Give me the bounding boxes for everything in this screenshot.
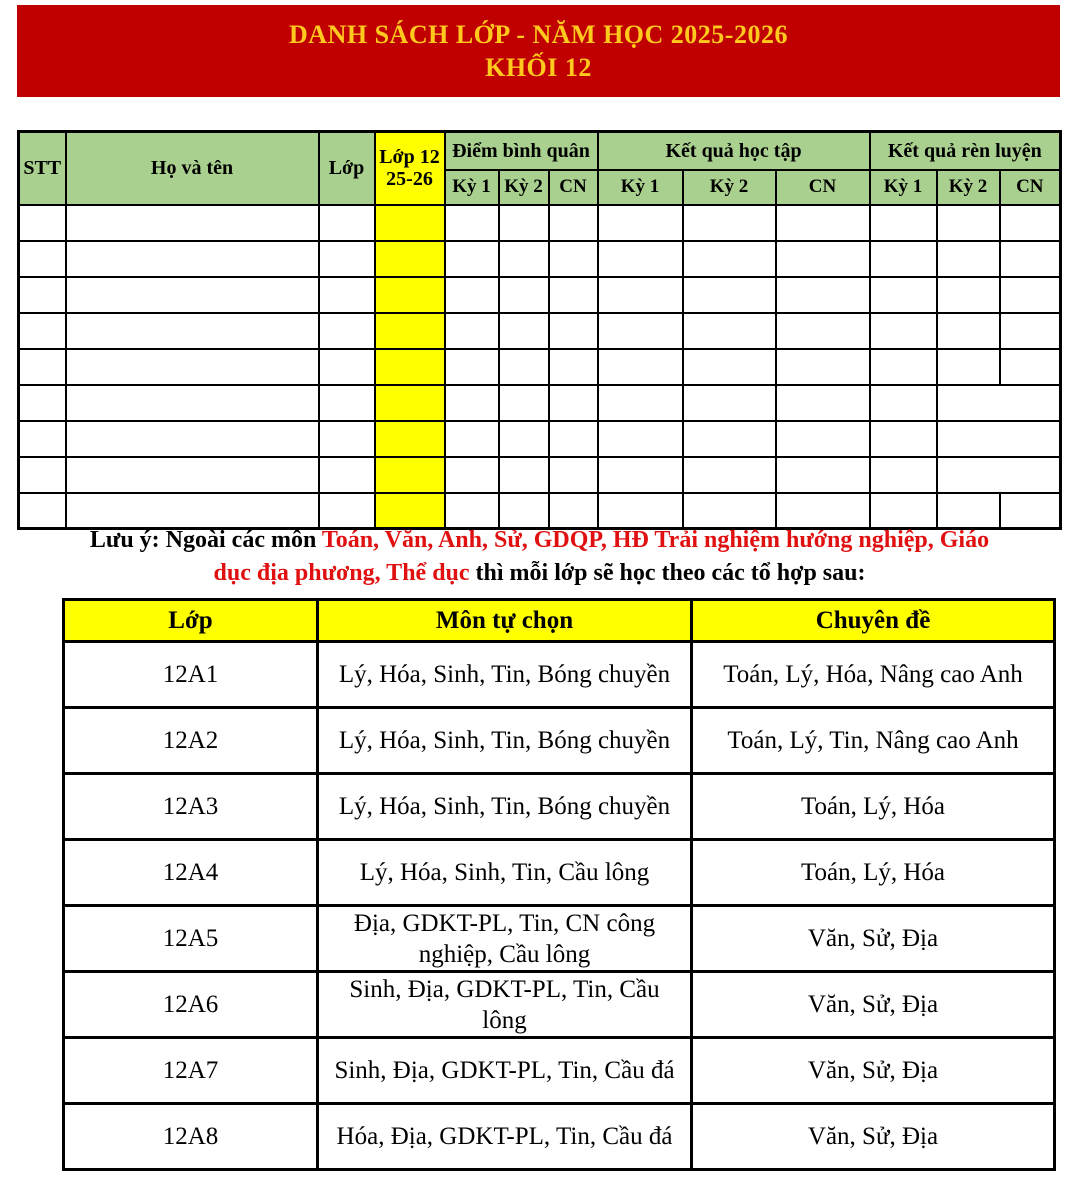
roster-cell [870, 421, 937, 457]
note-line1 [0, 524, 1079, 557]
roster-row [19, 313, 1061, 349]
roster-cell [776, 313, 870, 349]
combo-header-specialization: Chuyên đề [692, 600, 1055, 642]
roster-body [19, 205, 1061, 529]
roster-cell [1000, 349, 1061, 385]
roster-cell [19, 421, 66, 457]
roster-cell [499, 385, 549, 421]
roster-cell-highlight [375, 241, 445, 277]
title-banner [17, 5, 1060, 97]
roster-cell [499, 205, 549, 241]
roster-cell [937, 385, 1061, 421]
header-sub-gpa-cn: CN [549, 170, 598, 205]
combo-row [64, 642, 1055, 708]
roster-cell [598, 421, 683, 457]
roster-cell [870, 277, 937, 313]
header-sub-conduct-ky2: Kỳ 2 [937, 170, 1000, 205]
roster-cell [19, 349, 66, 385]
combo-cell-specialization: Văn, Sử, Địa [692, 972, 1055, 1038]
combo-row [64, 906, 1055, 972]
roster-cell [937, 421, 1061, 457]
roster-row [19, 349, 1061, 385]
roster-row [19, 457, 1061, 493]
combo-row [64, 774, 1055, 840]
roster-cell [870, 205, 937, 241]
roster-cell [499, 457, 549, 493]
roster-cell [19, 457, 66, 493]
roster-cell [319, 421, 375, 457]
roster-cell [319, 385, 375, 421]
header-sub-gpa-ky1: Kỳ 1 [445, 170, 499, 205]
roster-cell [937, 241, 1000, 277]
roster-cell [776, 457, 870, 493]
header-sub-gpa-ky2: Kỳ 2 [499, 170, 549, 205]
roster-cell [598, 457, 683, 493]
roster-cell [683, 205, 776, 241]
roster-cell [549, 457, 598, 493]
roster-cell [66, 313, 319, 349]
roster-cell [66, 277, 319, 313]
roster-cell [66, 385, 319, 421]
combo-cell-electives: Lý, Hóa, Sinh, Tin, Cầu lông [318, 840, 692, 906]
combo-cell-specialization: Toán, Lý, Hóa [692, 840, 1055, 906]
roster-cell [598, 313, 683, 349]
header-class-next-line1: Lớp 12 [379, 146, 440, 169]
roster-cell [598, 241, 683, 277]
roster-cell [319, 205, 375, 241]
roster-cell [445, 241, 499, 277]
roster-cell [683, 457, 776, 493]
roster-cell [499, 241, 549, 277]
combo-cell-electives: Sinh, Địa, GDKT-PL, Tin, Cầu đá [318, 1038, 692, 1104]
combo-cell-class: 12A5 [64, 906, 318, 972]
roster-cell-highlight [375, 205, 445, 241]
roster-cell [683, 277, 776, 313]
roster-cell [776, 421, 870, 457]
roster-cell [549, 385, 598, 421]
combo-cell-class: 12A1 [64, 642, 318, 708]
roster-cell [66, 349, 319, 385]
roster-cell [19, 313, 66, 349]
roster-cell [776, 241, 870, 277]
roster-cell-highlight [375, 277, 445, 313]
roster-cell [319, 241, 375, 277]
header-sub-conduct-ky1: Kỳ 1 [870, 170, 937, 205]
combo-cell-specialization: Văn, Sử, Địa [692, 1038, 1055, 1104]
roster-cell [549, 313, 598, 349]
roster-cell-highlight [375, 421, 445, 457]
header-group-academic-result: Kết quả học tập [598, 132, 870, 170]
roster-cell [66, 205, 319, 241]
combo-cell-electives: Hóa, Địa, GDKT-PL, Tin, Cầu đá [318, 1104, 692, 1170]
combo-cell-specialization: Toán, Lý, Tin, Nâng cao Anh [692, 708, 1055, 774]
note-segment-red: dục địa phương, Thể dục [213, 560, 470, 586]
note-segment: Lưu ý: Ngoài các môn [89, 527, 322, 553]
header-sub-conduct-cn: CN [1000, 170, 1061, 205]
roster-cell [499, 277, 549, 313]
combo-cell-electives: Sinh, Địa, GDKT-PL, Tin, Cầu lông [318, 972, 692, 1038]
roster-cell [445, 277, 499, 313]
roster-cell [1000, 241, 1061, 277]
roster-cell [776, 385, 870, 421]
roster-cell [549, 205, 598, 241]
combo-cell-class: 12A6 [64, 972, 318, 1038]
roster-cell [598, 349, 683, 385]
header-group-conduct-result: Kết quả rèn luyện [870, 132, 1061, 170]
combo-cell-electives: Địa, GDKT-PL, Tin, CN công nghiệp, Cầu lông [318, 906, 692, 972]
combo-row [64, 1104, 1055, 1170]
roster-cell [499, 313, 549, 349]
roster-cell [1000, 205, 1061, 241]
roster-cell [19, 205, 66, 241]
roster-cell [870, 457, 937, 493]
roster-cell [19, 277, 66, 313]
roster-row [19, 421, 1061, 457]
combo-cell-class: 12A4 [64, 840, 318, 906]
combo-row [64, 840, 1055, 906]
header-sub-academic-ky2: Kỳ 2 [683, 170, 776, 205]
header-class-next-line2: 25-26 [386, 168, 433, 191]
combo-row [64, 1038, 1055, 1104]
banner-title-line2: KHỐI 12 [485, 53, 592, 82]
combo-cell-electives: Lý, Hóa, Sinh, Tin, Bóng chuyền [318, 642, 692, 708]
roster-cell [870, 385, 937, 421]
roster-cell [870, 313, 937, 349]
combo-cell-specialization: Toán, Lý, Hóa, Nâng cao Anh [692, 642, 1055, 708]
roster-row [19, 385, 1061, 421]
note-segment-red: Toán, Văn, Anh, Sử, GDQP, HĐ Trải nghiệm hướng nghiệp, Giáo [321, 527, 990, 553]
roster-cell [445, 457, 499, 493]
roster-cell [937, 277, 1000, 313]
roster-cell [445, 205, 499, 241]
roster-cell [66, 421, 319, 457]
roster-cell [1000, 313, 1061, 349]
header-sub-academic-ky1: Kỳ 1 [598, 170, 683, 205]
roster-cell [870, 349, 937, 385]
roster-cell [319, 313, 375, 349]
roster-cell [598, 385, 683, 421]
roster-cell [445, 349, 499, 385]
roster-row [19, 277, 1061, 313]
roster-cell [499, 349, 549, 385]
roster-cell [937, 349, 1000, 385]
combo-header-electives: Môn tự chọn [318, 600, 692, 642]
roster-cell [776, 277, 870, 313]
roster-cell [499, 421, 549, 457]
roster-cell [937, 205, 1000, 241]
roster-cell-highlight [375, 313, 445, 349]
note-line2 [0, 557, 1079, 590]
roster-cell [319, 457, 375, 493]
roster-cell [445, 313, 499, 349]
roster-cell [445, 421, 499, 457]
roster-cell [549, 241, 598, 277]
roster-cell-highlight [375, 349, 445, 385]
combo-table [62, 598, 1056, 1171]
roster-cell [598, 205, 683, 241]
roster-cell [549, 277, 598, 313]
combo-cell-specialization: Văn, Sử, Địa [692, 906, 1055, 972]
combo-cell-electives: Lý, Hóa, Sinh, Tin, Bóng chuyền [318, 774, 692, 840]
roster-cell [776, 205, 870, 241]
header-class: Lớp [319, 132, 375, 205]
combo-cell-electives: Lý, Hóa, Sinh, Tin, Bóng chuyền [318, 708, 692, 774]
combo-cell-class: 12A8 [64, 1104, 318, 1170]
header-class-12-25-26 [375, 132, 445, 205]
roster-cell [598, 277, 683, 313]
banner-title-line1: DANH SÁCH LỚP - NĂM HỌC 2025-2026 [289, 20, 788, 49]
combo-header-class: Lớp [64, 600, 318, 642]
roster-cell [683, 313, 776, 349]
roster-table [17, 130, 1062, 530]
roster-cell [66, 457, 319, 493]
header-sub-academic-cn: CN [776, 170, 870, 205]
roster-cell [445, 385, 499, 421]
roster-cell [683, 349, 776, 385]
roster-row [19, 241, 1061, 277]
roster-cell [319, 349, 375, 385]
roster-cell [683, 241, 776, 277]
combo-cell-specialization: Toán, Lý, Hóa [692, 774, 1055, 840]
note-text [0, 524, 1079, 590]
roster-cell [319, 277, 375, 313]
roster-cell-highlight [375, 457, 445, 493]
roster-cell [19, 241, 66, 277]
roster-cell [683, 421, 776, 457]
roster-cell [19, 385, 66, 421]
combo-cell-class: 12A7 [64, 1038, 318, 1104]
roster-cell [870, 241, 937, 277]
header-stt: STT [19, 132, 66, 205]
combo-row [64, 972, 1055, 1038]
roster-cell [549, 421, 598, 457]
combo-row [64, 708, 1055, 774]
combo-cell-class: 12A3 [64, 774, 318, 840]
roster-cell [549, 349, 598, 385]
combo-cell-class: 12A2 [64, 708, 318, 774]
roster-cell [937, 313, 1000, 349]
roster-cell [776, 349, 870, 385]
header-name: Họ và tên [66, 132, 319, 205]
header-group-gpa: Điểm bình quân [445, 132, 598, 170]
roster-row [19, 205, 1061, 241]
roster-cell-highlight [375, 385, 445, 421]
roster-cell [1000, 277, 1061, 313]
roster-cell [937, 457, 1061, 493]
roster-cell [683, 385, 776, 421]
roster-cell [66, 241, 319, 277]
note-segment: thì mỗi lớp sẽ học theo các tổ hợp sau: [469, 560, 866, 586]
combo-cell-specialization: Văn, Sử, Địa [692, 1104, 1055, 1170]
